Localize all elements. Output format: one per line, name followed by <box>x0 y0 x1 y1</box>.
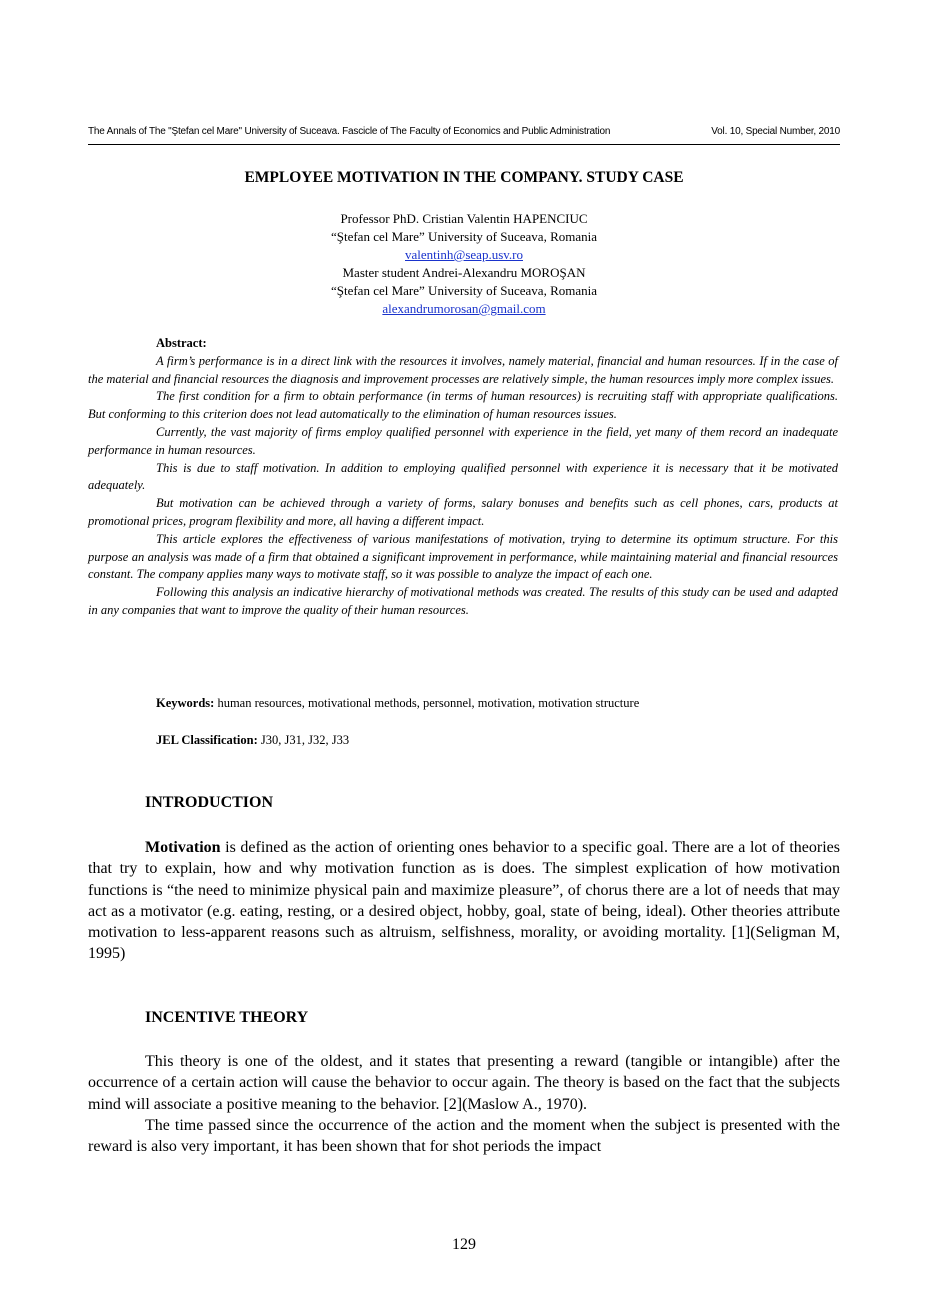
author-1-name: Professor PhD. Cristian Valentin HAPENCIUC <box>340 211 588 226</box>
abstract-paragraph: A firm’s performance is in a direct link with the resources it involves, namely material, financial and human resources. If in the case of the material and financial resources the diagnosis and improvement processes are relatively simple, the human resources imply more complex issues. <box>88 353 838 386</box>
keywords-text: human resources, motivational methods, personnel, motivation, motivation structure <box>214 696 640 710</box>
volume-info: Vol. 10, Special Number, 2010 <box>711 126 840 137</box>
introduction-paragraph <box>88 837 840 965</box>
abstract-paragraph: This is due to staff motivation. In addition to employing qualified personnel with experience it is necessary that it be motivated adequately. <box>88 460 838 493</box>
jel-codes: J30, J31, J32, J33 <box>257 733 350 747</box>
abstract-paragraph: This article explores the effectiveness of various manifestations of motivation, trying to determine its optimum structure. For this purpose an analysis was made of a firm that obtained a significant improvement in performance, while maintaining material and financial resources constant. The company applies many ways to motivate staff, so it was possible to analyze the impact of each one. <box>88 531 838 582</box>
page-number: 129 <box>452 1236 476 1253</box>
abstract-paragraph: The first condition for a firm to obtain performance (in terms of human resources) is recruiting staff with appropriate qualifications. But conforming to this criterion does not lead automatically to the elimination of human resources issues. <box>88 389 838 422</box>
introduction-body <box>88 837 840 965</box>
introduction-lead-term: Motivation <box>145 839 221 856</box>
author-1-email-link[interactable]: valentinh@seap.usv.ro <box>405 247 523 262</box>
paper-title: EMPLOYEE MOTIVATION IN THE COMPANY. STUDY CASE <box>244 169 684 186</box>
incentive-paragraph: The time passed since the occurrence of the action and the moment when the subject is presented with the reward is also very important, it has been shown that for shot periods the impact <box>88 1116 840 1156</box>
jel-classification <box>156 733 349 748</box>
jel-label: JEL Classification: <box>156 733 258 747</box>
abstract-paragraph: Following this analysis an indicative hierarchy of motivational methods was created. The results of this study can be used and adapted in any companies that want to improve the quality of their human resources. <box>88 585 838 617</box>
keywords-label: Keywords: <box>156 696 215 710</box>
abstract-paragraph: Currently, the vast majority of firms employ qualified personnel with experience in the field, yet many of them record an inadequate performance in human resources. <box>88 424 838 457</box>
journal-name: The Annals of The "Ştefan cel Mare" University of Suceava. Fascicle of The Faculty of Economics and Public Administration <box>88 126 611 137</box>
author-block <box>88 210 840 318</box>
incentive-paragraph: This theory is one of the oldest, and it states that presenting a reward (tangible or intangible) after the occurrence of a certain action will cause the behavior to occur again. The theory is based on the fact that the subjects mind will associate a positive meaning to the behavior. [2](Maslow A., 1970). <box>88 1053 840 1113</box>
author-2-affiliation: “Ştefan cel Mare” University of Suceava, Romania <box>330 283 598 298</box>
section-heading-introduction: INTRODUCTION <box>145 794 274 811</box>
introduction-text: is defined as the action of orienting ones behavior to a specific goal. There are a lot of theories that try to explain, how and why motivation function as is does. The simplest explication of how motivation functions is “the need to minimize physical pain and maximize pleasure”, of chorus there are a lot of needs that may act as a motivator (e.g. eating, resting, or a desired object, hobby, goal, state of being, ideal). Other theories attribute motivation to less-apparent reasons such as altruism, selfishness, morality, or avoiding mortality. [1](Seligman M, 1995) <box>88 839 840 963</box>
incentive-body <box>88 1051 840 1157</box>
abstract-label: Abstract: <box>156 336 207 350</box>
abstract <box>88 335 838 620</box>
section-heading-incentive-theory: INCENTIVE THEORY <box>145 1009 309 1026</box>
author-2-email-link[interactable]: alexandrumorosan@gmail.com <box>382 301 546 316</box>
abstract-paragraph: But motivation can be achieved through a variety of forms, salary bonuses and benefits such as cell phones, cars, products at promotional prices, program flexibility and more, all having a different impact. <box>88 496 838 528</box>
author-2-name: Master student Andrei-Alexandru MOROŞAN <box>342 265 586 280</box>
keywords <box>156 696 639 711</box>
running-header <box>88 126 840 145</box>
author-1-affiliation: “Ştefan cel Mare” University of Suceava, Romania <box>330 229 598 244</box>
